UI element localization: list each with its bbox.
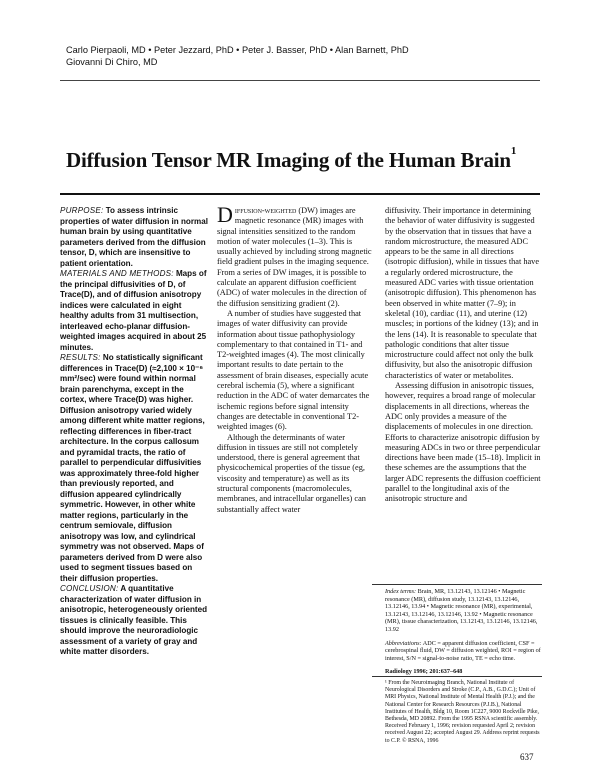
index-terms — [385, 588, 541, 634]
abstract-conclusion — [60, 584, 208, 658]
abstract — [60, 206, 208, 658]
paragraph-text: (DW) images are magnetic resonance (MR) images with signal intensities sensitized to the random motion of water molecules (1–3). This is usually achieved by including strong magnetic field gradient pulses in the imaging sequence. From a series of DW images, it is possible to calculate an apparent diffusion coefficient (ADC) of water molecules in the direction of the diffusion sensitizing gradient (2). — [217, 206, 372, 308]
lead-in-text: iffusion-weighted — [234, 206, 297, 215]
body-column-3 — [385, 206, 541, 505]
abbreviations-heading: Abbreviations: — [385, 639, 422, 647]
journal-citation: Radiology 1996; 201:637–648 — [385, 668, 463, 676]
author-line-1: Carlo Pierpaoli, MD • Peter Jezzard, PhD • Peter J. Basser, PhD • Alan Barnett, PhD — [66, 45, 409, 55]
index-terms-text: Brain, MR, 13.12143, 13.12146 • Magnetic resonance (MR), diffusion study, 13.12143, 13.12146, 13.12146, 13.94 • Magnetic resonance (MR), experimental, 13.12143, 13.12146, 13.12146, 13.92 • Magnetic resonance (MR), tissue characterization, 13.12143, 13.12146, 13.12146, 13.92 — [385, 588, 538, 633]
header-rule — [60, 80, 540, 81]
abbreviations-text: ADC = apparent diffusion coefficient, CSF = cerebrospinal fluid, DW = diffusion weighted, ROI = region of interest, S/N = signal-to-noise ratio, TE = echo time. — [385, 639, 541, 662]
title-footnote-marker: 1 — [510, 145, 517, 157]
abstract-methods-text: Maps of the principal diffusivities of D, of Trace(D), and of diffusion anisotropy indices were calculated in eight healthy adults from 31 multisection, interleaved echo-planar diffusion-weighted images acquired in about 25 minutes. — [60, 269, 207, 352]
page-number: 637 — [520, 752, 534, 762]
body-paragraph: Assessing diffusion in anisotropic tissues, however, requires a broad range of molecular displacements in all directions, whereas the ADC only provides a measure of the displacements of molecules in one direction. Efforts to characterize anisotropic diffusion by measuring ADCs in two or three perpendicular directions have been made (15–18). Implicit in these schemes are the assumptions that the larger ADC represents the diffusion coefficient parallel to the longitudinal axis of the anisotropic structure and — [385, 381, 541, 504]
body-paragraph: A number of studies have suggested that images of water diffusivity can provide information about tissue pathophysiology complementary to that contained in T1- and T2-weighted images (4). The most clinically important results to date pertain to the assessment of brain diseases, especially acute cerebral ischemia (5), where a significant reduction in the ADC of water demarcates the ischemic regions before signal intensity changes are detectable in conventional T2-weighted images (6). — [217, 308, 370, 432]
abstract-conclusion-text: A quantitative characterization of water diffusion in anisotropic, heterogeneously oriented tissues is clinically feasible. This should improve the neuroradiologic assessment of a variety of gray and white matter disorders. — [60, 584, 208, 656]
meta-rule — [372, 584, 542, 585]
drop-cap: D — [217, 202, 233, 227]
abstract-conclusion-heading: CONCLUSION: — [60, 584, 119, 593]
index-terms-heading: Index terms: — [385, 588, 417, 595]
body-paragraph: diffusivity. Their importance in determining the behavior of water diffusivity is suggested by the observation that in tissues that have a random microstructure, the measured ADC appears to be the same in all directions (isotropic diffusion), while in tissues that have a regularly ordered microstructure, the measured ADC varies with tissue orientation (anisotropic diffusion). This phenomenon has been observed in white matter (7–9); in skeletal (10), cardiac (11), and uterine (12) muscles; in portions of the kidney (13); and in the lens (14). It is reasonable to speculate that pathologic conditions that alter tissue microstructure could affect not only the bulk diffusivity, but also the anisotropic diffusion characteristics of water or metabolites. — [385, 206, 540, 380]
body-paragraph — [217, 202, 372, 309]
abstract-methods — [60, 269, 208, 353]
author-line-2: Giovanni Di Chiro, MD — [66, 57, 158, 67]
body-paragraph: Although the determinants of water diffusion in tissues are still not completely understood, there is general agreement that physicochemical properties of the tissue (eg, viscosity and temperature) as well as its structural components (macromolecules, membranes, and intracellular organelles) can substantially affect water — [217, 432, 366, 514]
footnote-rule — [372, 676, 542, 677]
abstract-purpose — [60, 206, 208, 269]
affiliation-footnote: ¹ From the Neuroimaging Branch, National Institute of Neurological Disorders and Stroke (C.P., A.B., G.D.C.); Unit of MRI Physics, National Institute of Mental Health (P.J.); and the National Center for Research Resources (P.J.B.), National Institutes of Health, Bldg 10, Room 1C227, 9000 Rockville Pike, Bethesda, MD 20892. From the 1995 RSNA scientific assembly. Received February 1, 1996; revision requested April 2; revision received August 22; accepted August 29. Address reprint requests to C.P. © RSNA, 1996 — [385, 680, 540, 744]
body-column-2 — [217, 202, 372, 515]
abstract-purpose-text: To assess intrinsic properties of water diffusion in normal human brain by using quantitative parameters derived from the diffusion tensor, D, which are insensitive to patient orientation. — [60, 206, 208, 268]
title-rule — [60, 193, 540, 195]
abstract-results — [60, 353, 208, 584]
article-title-text: Diffusion Tensor MR Imaging of the Human Brain — [66, 148, 511, 172]
abbreviations — [385, 640, 541, 663]
article-title — [66, 145, 517, 173]
abstract-purpose-heading: PURPOSE: — [60, 206, 104, 215]
author-list — [66, 44, 486, 68]
abstract-results-text: No statistically significant differences in Trace(D) (≈2,100 × 10⁻⁶ mm²/sec) were found within normal brain parenchyma, except in the cortex, where Trace(D) was higher. Diffusion anisotropy varied widely among different white matter regions, reflecting differences in fiber-tract architecture. In the corpus callosum and pyramidal tracts, the ratio of parallel to perpendicular diffusivities was approximately three-fold higher than previously reported, and diffusion appeared cylindrically symmetric. However, in other white matter regions, particularly in the centrum semiovale, diffusion anisotropy was low, and cylindrical symmetry was not observed. Maps of parameters derived from D were also used to segment tissues based on their diffusion properties. — [60, 353, 205, 583]
article-metadata — [385, 588, 541, 682]
abstract-results-heading: RESULTS: — [60, 353, 101, 362]
abstract-methods-heading: MATERIALS AND METHODS: — [60, 269, 174, 278]
